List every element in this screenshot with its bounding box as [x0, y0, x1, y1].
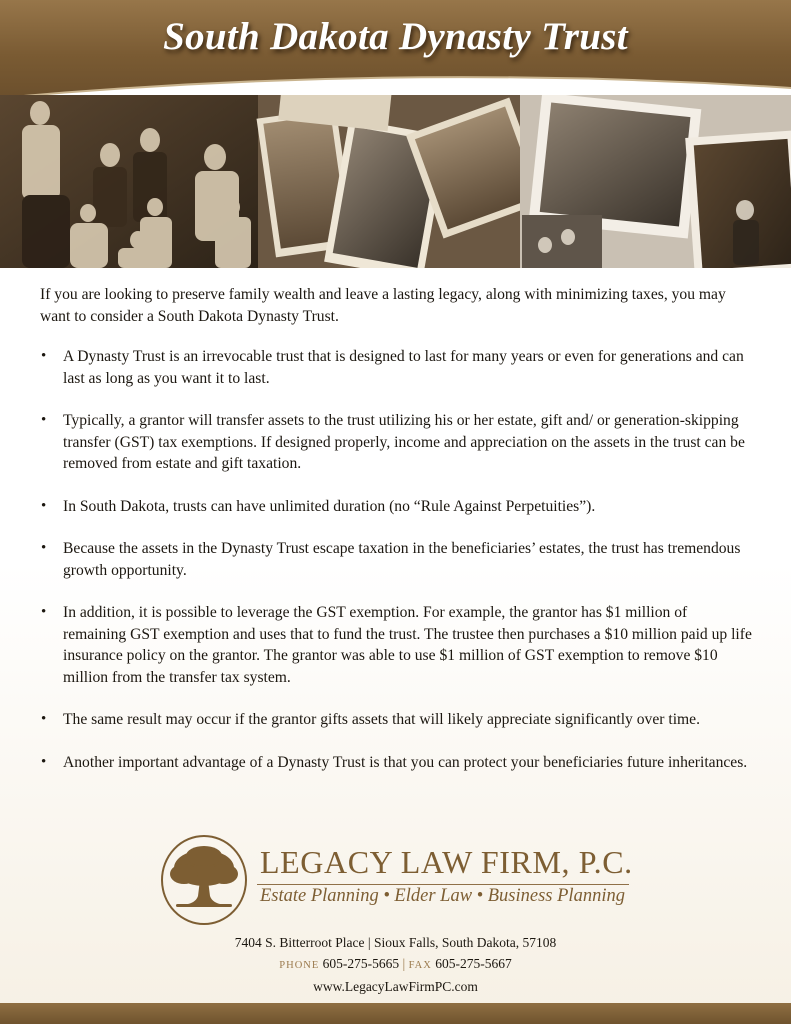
firm-logo	[160, 834, 635, 930]
bullet-icon: •	[41, 412, 47, 428]
bullet-text: The same result may occur if the grantor gifts assets that will likely appreciate significantly over time.	[63, 711, 700, 728]
bullet-text: In addition, it is possible to leverage the GST exemption. For example, the grantor has $1 million of remaining GST exemption and uses that to fund the trust. The trustee then purchases a $10 million paid up life insurance policy on the grantor. The grantor was able to use $1 million of GST exemption to remove $10 million from the transfer tax system.	[63, 604, 752, 686]
page-title: South Dakota Dynasty Trust	[163, 15, 628, 58]
firm-divider	[257, 884, 629, 885]
bullet-icon: •	[41, 604, 47, 620]
intro-paragraph: If you are looking to preserve family wealth and leave a lasting legacy, along with minimizing taxes, you may want to consider a South Dakota Dynasty Trust.	[40, 286, 726, 325]
contact-block	[0, 932, 791, 997]
phone-label: PHONE	[279, 960, 320, 971]
list-item	[40, 602, 752, 688]
fax-number: 605-275-5667	[435, 956, 512, 971]
list-item	[40, 538, 752, 581]
bullet-text: A Dynasty Trust is an irrevocable trust that is designed to last for many years or even for generations and can last as long as you want it to last.	[63, 348, 744, 387]
photo-collage	[0, 95, 791, 268]
list-item	[40, 496, 752, 518]
tree-icon	[160, 834, 248, 926]
website-link[interactable]: www.LegacyLawFirmPC.com	[313, 979, 478, 994]
firm-tagline: Estate Planning • Elder Law • Business Planning	[260, 886, 625, 906]
address-line: 7404 S. Bitterroot Place | Sioux Falls, South Dakota, 57108	[234, 935, 557, 950]
list-item	[40, 346, 752, 389]
firm-name: LEGACY LAW FIRM, P.C.	[260, 844, 633, 880]
bullet-text: Another important advantage of a Dynasty Trust is that you can protect your beneficiaries future inheritances.	[63, 753, 748, 771]
contact-separator: |	[402, 956, 406, 971]
bullet-icon: •	[41, 753, 47, 770]
list-item	[40, 709, 752, 731]
phone-fax-line	[0, 953, 791, 976]
bullet-icon: •	[41, 348, 47, 364]
bullet-icon: •	[41, 711, 47, 727]
bullet-icon: •	[41, 497, 47, 514]
footer-bar	[0, 1003, 791, 1024]
list-item	[40, 410, 752, 475]
list-item	[40, 752, 752, 774]
bullet-list	[40, 346, 752, 773]
phone-number: 605-275-5665	[322, 956, 400, 971]
bullet-text: Typically, a grantor will transfer assets to the trust utilizing his or her estate, gift and/ or generation-skipping transfer (GST) tax exemptions. If designed properly, income and appreciation on the assets in the trust can be removed from estate and gift taxation.	[63, 412, 745, 472]
bullet-icon: •	[41, 540, 47, 556]
fax-label: FAX	[408, 960, 432, 971]
bullet-text: In South Dakota, trusts can have unlimited duration (no “Rule Against Perpetuities”).	[63, 497, 596, 515]
bullet-text: Because the assets in the Dynasty Trust escape taxation in the beneficiaries’ estates, the trust has tremendous growth opportunity.	[63, 540, 741, 579]
body-content	[40, 284, 752, 794]
